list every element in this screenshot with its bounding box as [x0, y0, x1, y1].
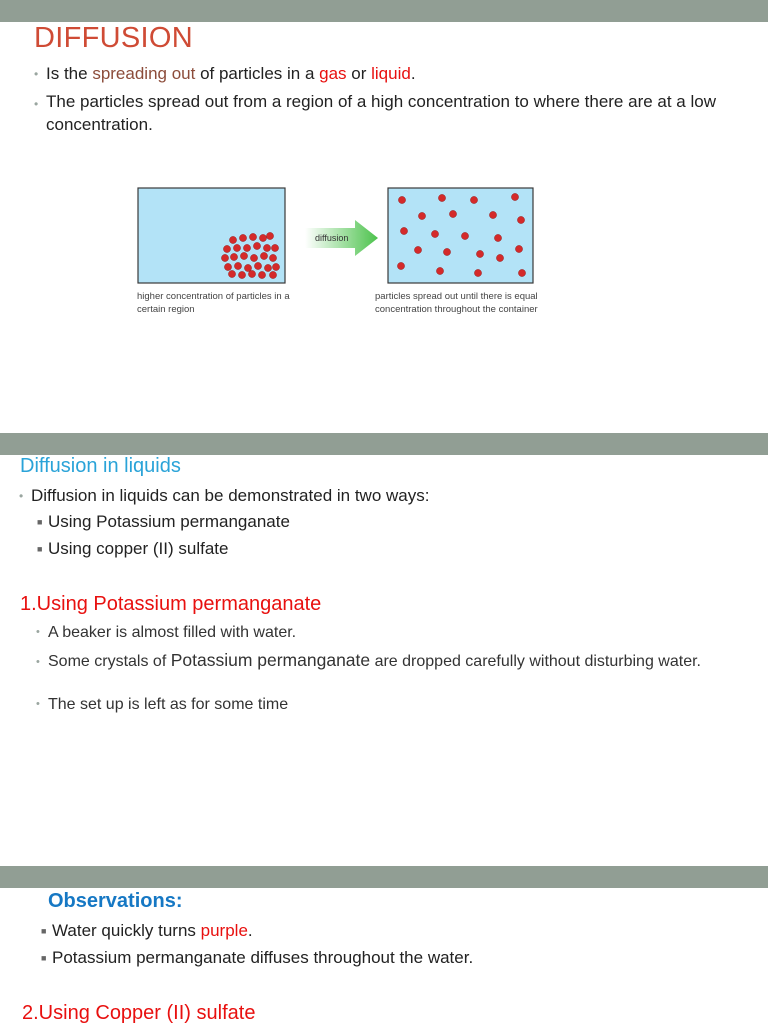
- particle: [443, 248, 450, 255]
- step-crystals: • Some crystals of Potassium permanganate are dropped carefully without disturbing water.: [48, 649, 748, 673]
- sub-bullet-permanganate: ■ Using Potassium permanganate: [37, 512, 290, 531]
- particle: [240, 252, 247, 259]
- particle: [269, 271, 276, 278]
- bullet-dot-icon: •: [36, 656, 40, 668]
- particle: [243, 244, 250, 251]
- particle: [494, 234, 501, 241]
- bullet-dot-icon: •: [34, 67, 39, 81]
- particle: [461, 232, 468, 239]
- square-bullet-icon: ■: [37, 517, 43, 527]
- particle: [436, 267, 443, 274]
- slide-divider-band: [0, 866, 768, 888]
- particle: [511, 193, 518, 200]
- particle: [400, 227, 407, 234]
- particle: [223, 245, 230, 252]
- particle: [254, 262, 261, 269]
- bullet-dot-icon: •: [34, 97, 39, 111]
- left-caption: higher concentration of particles in a certain region: [137, 291, 290, 315]
- slide-top-band: [0, 0, 768, 22]
- arrow-label: diffusion: [315, 233, 349, 243]
- particle: [253, 242, 260, 249]
- particle: [250, 254, 257, 261]
- particle: [249, 233, 256, 240]
- bullet-dot-icon: •: [36, 626, 40, 638]
- particle: [248, 270, 255, 277]
- particle: [238, 271, 245, 278]
- step-left: • The set up is left as for some time: [36, 696, 289, 713]
- particle: [269, 254, 276, 261]
- particle: [224, 263, 231, 270]
- bullet-two-ways: • Diffusion in liquids can be demonstrated in two ways:: [19, 486, 430, 505]
- particle: [414, 246, 421, 253]
- particle: [272, 263, 279, 270]
- bullet-concentration: • The particles spread out from a region of a high concentration to where there are at a low concentration.: [34, 92, 716, 134]
- step-beaker: • A beaker is almost filled with water.: [36, 624, 297, 641]
- particle: [221, 254, 228, 261]
- bullet-definition: • Is the spreading out of particles in a gas or liquid.: [34, 64, 416, 83]
- right-container: [388, 188, 533, 283]
- particle: [258, 271, 265, 278]
- particle: [230, 253, 237, 260]
- bullet-dot-icon: •: [36, 698, 40, 710]
- particle: [263, 244, 270, 251]
- square-bullet-icon: ■: [41, 953, 47, 963]
- diffusion-liquids-heading: Diffusion in liquids: [20, 455, 181, 477]
- particle: [229, 236, 236, 243]
- square-bullet-icon: ■: [41, 926, 47, 936]
- particle: [517, 216, 524, 223]
- particle: [264, 264, 271, 271]
- particle: [234, 262, 241, 269]
- particle: [271, 244, 278, 251]
- right-caption: particles spread out until there is equal concentration throughout the container: [375, 291, 538, 315]
- particle: [518, 269, 525, 276]
- particle: [233, 244, 240, 251]
- section-copper-heading: 2.Using Copper (II) sulfate: [22, 1002, 256, 1024]
- particle: [438, 194, 445, 201]
- observation-purple: ■ Water quickly turns purple.: [41, 921, 253, 940]
- spreading-out-text: spreading out: [92, 64, 196, 83]
- particle: [474, 269, 481, 276]
- square-bullet-icon: ■: [37, 544, 43, 554]
- slide-title: DIFFUSION: [34, 22, 193, 54]
- particle: [398, 196, 405, 203]
- bullet-dot-icon: •: [19, 489, 24, 503]
- particle: [266, 232, 273, 239]
- sub-bullet-copper: ■ Using copper (II) sulfate: [37, 539, 229, 558]
- particle: [239, 234, 246, 241]
- particle: [259, 234, 266, 241]
- particle: [449, 210, 456, 217]
- particle: [515, 245, 522, 252]
- liquid-text: liquid: [371, 64, 411, 83]
- gas-text: gas: [319, 64, 347, 83]
- observations-heading: Observations:: [48, 890, 183, 912]
- particle: [476, 250, 483, 257]
- particle: [228, 270, 235, 277]
- section-permanganate-heading: 1.Using Potassium permanganate: [20, 593, 322, 615]
- purple-text: purple: [200, 921, 248, 940]
- particle: [489, 211, 496, 218]
- particle: [397, 262, 404, 269]
- particle: [431, 230, 438, 237]
- particle: [496, 254, 503, 261]
- slide-divider-band: [0, 433, 768, 455]
- particle: [260, 252, 267, 259]
- particle: [418, 212, 425, 219]
- particle: [470, 196, 477, 203]
- observation-diffuses: ■ Potassium permanganate diffuses throughout the water.: [41, 948, 474, 967]
